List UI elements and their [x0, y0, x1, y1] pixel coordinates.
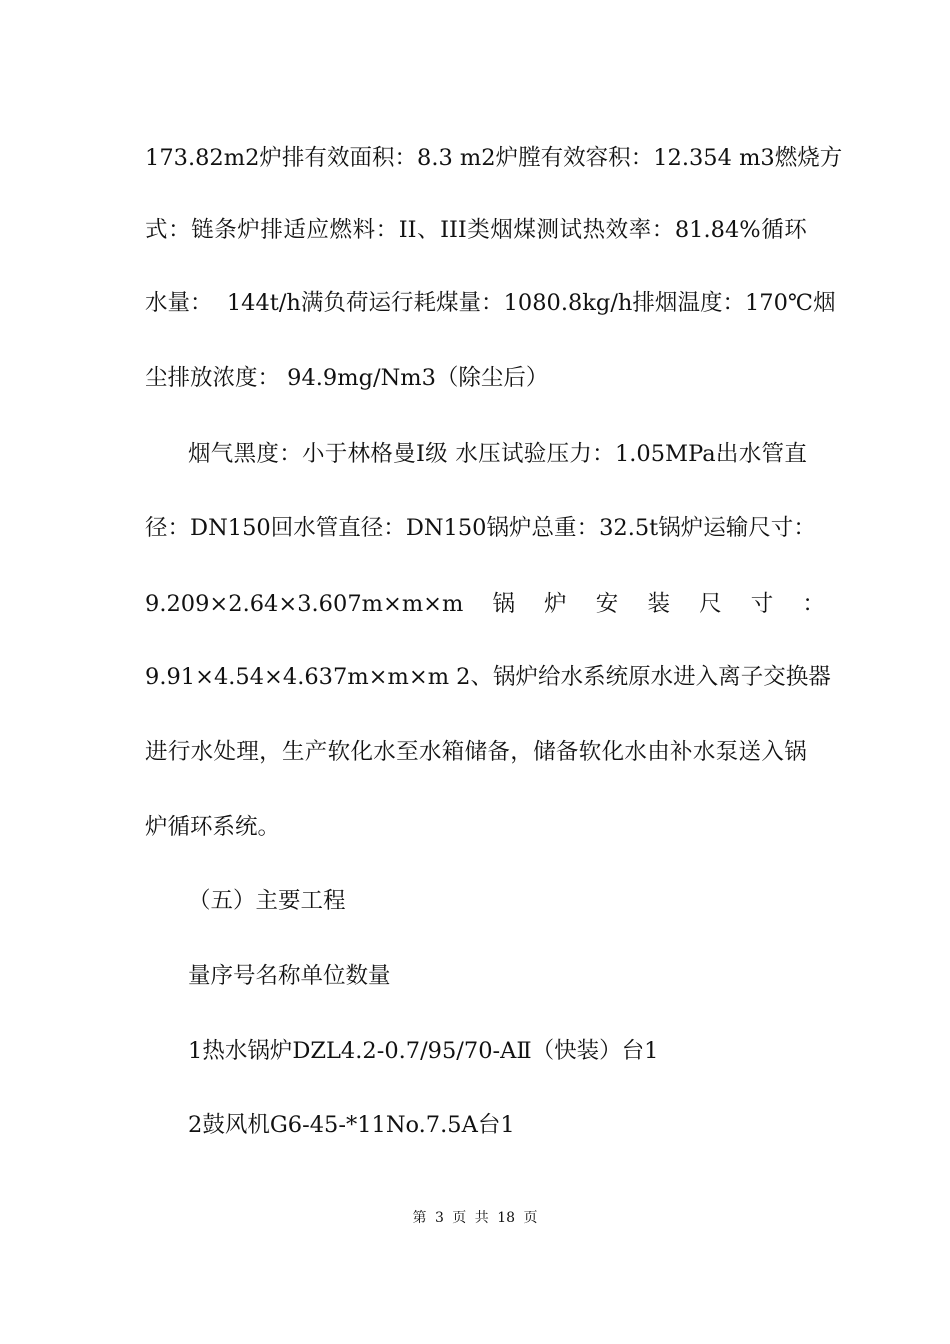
table-header-line: 量序号名称单位数量	[188, 963, 391, 989]
paragraph-line: 尘排放浓度： 94.9mg/Nm3（除尘后）	[145, 365, 549, 391]
paragraph-line: 炉循环系统。	[145, 814, 281, 840]
table-row-line: 2鼓风机G6-45-*11No.7.5A台1	[188, 1112, 515, 1138]
paragraph-line: 水 量 ： 144t/h 满 负 荷 运 行 耗 煤 量 ： 1080.8kg/h 排 烟 温 度 ： 170℃ 烟	[145, 290, 836, 316]
page-number-footer: 第 3 页 共 18 页	[412, 1210, 538, 1226]
paragraph-line: 进 行 水 处 理 ， 生 产 软 化 水 至 水 箱 储 备 ， 储 备 软 化 水 由 补 水 泵 送 入 锅	[145, 739, 807, 765]
paragraph-line: 9.91×4.54×4.637m×m×m 2 、 锅 炉 给 水 系 统 原 水 进 入 离 子 交 换 器	[145, 664, 831, 690]
paragraph-line: 173.82m2 炉 排 有 效 面 积 ： 8.3 m2 炉 膛 有 效 容 积 ： 12.354 m3 燃 烧 方	[145, 145, 843, 171]
paragraph-line: 式 ： 链 条 炉 排 适 应 燃 料 ： II 、 III 类 烟 煤 测 试 热 效 率 ： 81.84% 循 环	[145, 217, 807, 243]
paragraph-line: 径 ： DN150 回 水 管 直 径 ： DN150 锅 炉 总 重 ： 32.5t 锅 炉 运 输 尺 寸 ：	[145, 515, 816, 541]
section-heading: （五）主要工程	[188, 888, 346, 914]
table-row-line: 1热水锅炉DZL4.2-0.7/95/70-AⅡ（快装）台1	[188, 1038, 659, 1064]
paragraph-line: 9.209×2.64×3.607m×m×m 锅 炉 安 装 尺 寸 ：	[145, 591, 825, 617]
paragraph-line: 烟 气 黑 度 ： 小 于 林 格 曼 Ⅰ 级 水 压 试 验 压 力 ： 1.05MPa 出 水 管 直	[188, 441, 807, 467]
